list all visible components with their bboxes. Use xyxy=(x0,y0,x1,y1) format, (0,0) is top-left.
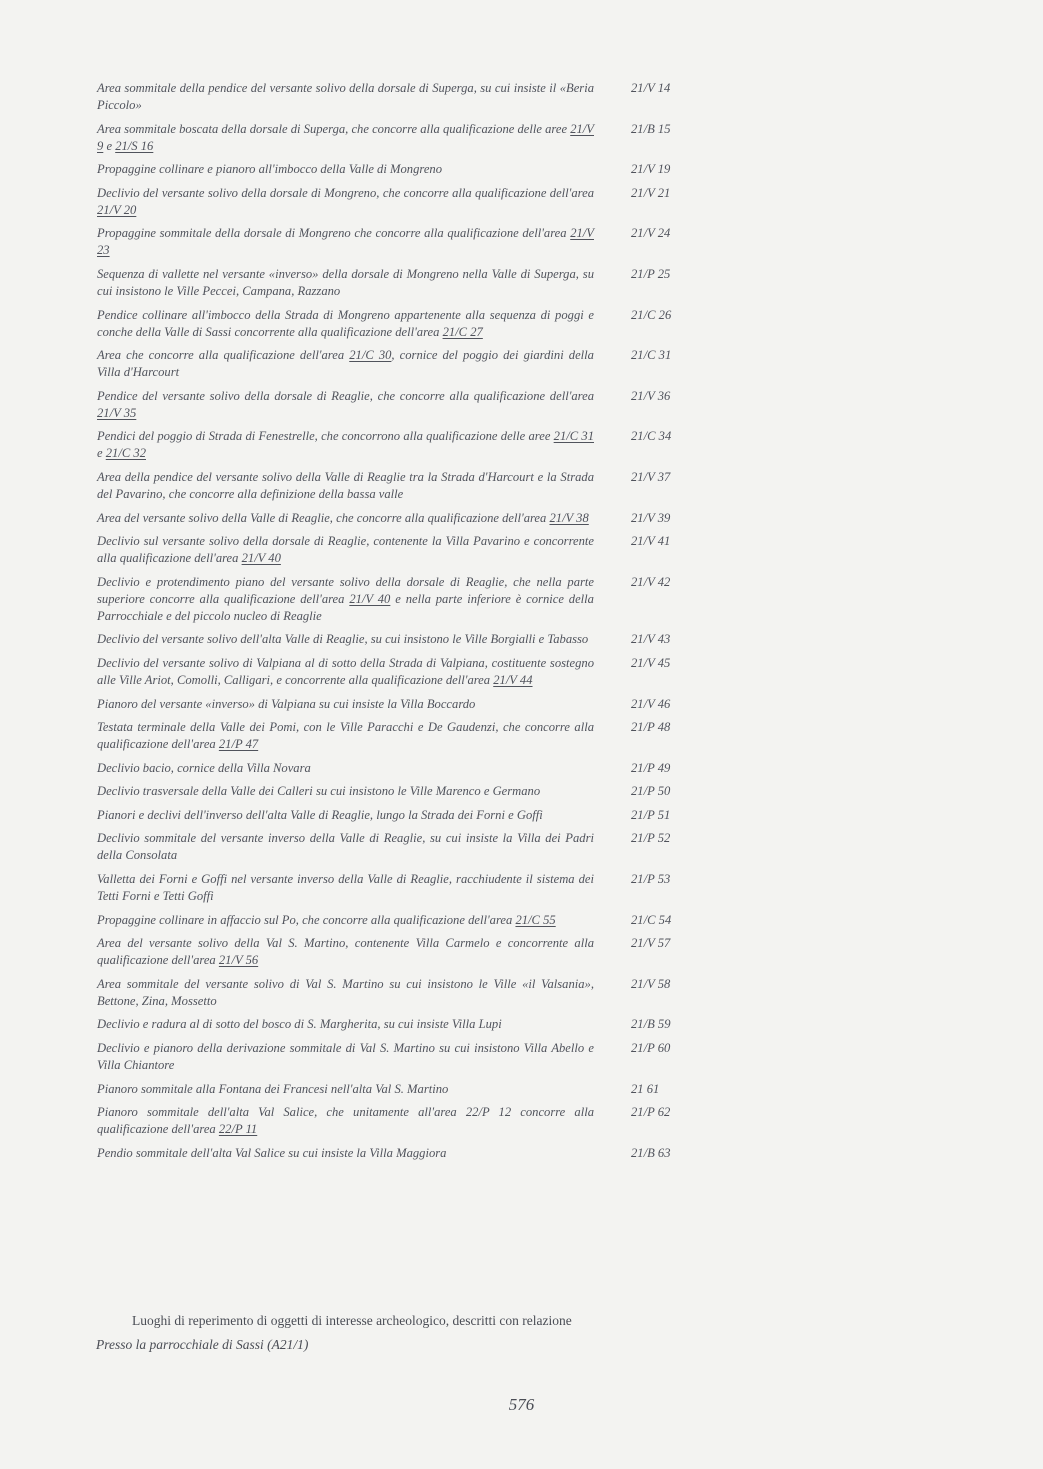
entry-row xyxy=(97,830,687,864)
entry-row xyxy=(97,388,687,422)
entry-row xyxy=(97,574,687,625)
entry-text: Declivio e radura al di sotto del bosco di S. Margherita, su cui insiste Villa Lupi xyxy=(97,1017,502,1032)
entry-text: Propaggine sommitale della dorsale di Mongreno che concorre alla qualificazione dell'area xyxy=(97,226,571,241)
entry-description xyxy=(97,719,594,753)
area-reference: 21/V 40 xyxy=(241,551,281,566)
area-code: 21/V 39 xyxy=(631,510,671,525)
entry-row xyxy=(97,1040,687,1074)
entry-text: Declivio sul versante solivo della dorsale di Reaglie, contenente la Villa Pavarino e concorrente alla qualificazione dell'area xyxy=(97,534,594,566)
area-reference: 21/V 35 xyxy=(97,405,137,420)
entry-row xyxy=(97,696,687,713)
entry-row xyxy=(97,347,687,381)
area-code: 21/V 43 xyxy=(631,632,671,647)
area-reference: 22/P 11 xyxy=(218,1122,258,1137)
entry-description xyxy=(97,807,594,824)
entry-text: Declivio del versante solivo di Valpiana al di sotto della Strada di Valpiana, costituente sostegno alle Ville Ariot, Comolli, Calligari, e concorrente alla qualificazione dell'area xyxy=(97,655,594,687)
entry-row xyxy=(97,1081,687,1098)
section-heading: Luoghi di reperimento di oggetti di interesse archeologico, descritti con relazione xyxy=(132,1313,572,1328)
area-reference: 21/S 16 xyxy=(115,138,154,153)
entry-text: Pianoro sommitale dell'alta Val Salice, che unitamente all'area 22/P 12 concorre alla qualificazione dell'area xyxy=(97,1105,594,1137)
area-reference: 21/V 40 xyxy=(349,591,391,606)
entry-description xyxy=(97,912,594,929)
area-reference: 21/V 56 xyxy=(218,953,259,968)
entry-text: Declivio e protendimento piano del versante solivo della dorsale di Reaglie, che nella parte superiore concorre alla qualificazione dell'area xyxy=(97,574,594,606)
entry-description xyxy=(97,1016,594,1033)
area-code: 21/V 37 xyxy=(631,469,671,484)
area-code: 21/V 45 xyxy=(631,655,671,670)
area-reference: 21/C 31 xyxy=(553,429,594,444)
area-code: 21/V 24 xyxy=(631,226,671,241)
entry-row xyxy=(97,1016,687,1033)
entry-row xyxy=(97,807,687,824)
area-code: 21/P 52 xyxy=(631,831,671,846)
area-code: 21/V 41 xyxy=(631,534,671,549)
area-reference: 21/C 27 xyxy=(442,324,483,339)
area-code: 21/P 53 xyxy=(631,872,671,887)
area-reference: 21/V 38 xyxy=(549,510,589,525)
area-reference: 21/P 47 xyxy=(218,737,259,752)
entry-row xyxy=(97,469,687,503)
entry-description xyxy=(97,783,594,800)
area-code: 21/P 60 xyxy=(631,1041,671,1056)
area-code: 21/B 15 xyxy=(631,121,671,136)
area-code: 21/C 31 xyxy=(631,348,672,363)
page-number: 576 xyxy=(508,1395,535,1414)
entry-row xyxy=(97,1104,687,1138)
entry-row xyxy=(97,225,687,259)
entry-row xyxy=(97,760,687,777)
entry-description xyxy=(97,161,594,178)
area-code: 21/B 59 xyxy=(631,1017,671,1032)
entry-text: Area della pendice del versante solivo della Valle di Reaglie tra la Strada d'Harcourt e la Strada del Pavarino, che concorre alla definizione della bassa valle xyxy=(97,469,594,501)
entry-description xyxy=(97,347,594,381)
entry-text: Valletta dei Forni e Goffi nel versante inverso della Valle di Reaglie, racchiudente il sistema dei Tetti Forni e Tetti Goffi xyxy=(97,872,594,904)
entry-description xyxy=(97,1145,594,1162)
entry-text: Declivio e pianoro della derivazione sommitale di Val S. Martino su cui insistono Villa Abello e Villa Chiantore xyxy=(97,1041,594,1073)
entry-description xyxy=(97,80,594,114)
area-reference: 21/V 44 xyxy=(493,672,533,687)
entry-text: Propaggine collinare in affaccio sul Po, che concorre alla qualificazione dell'area xyxy=(97,912,516,927)
area-code: 21/V 42 xyxy=(631,574,671,589)
entry-text: Sequenza di vallette nel versante «inverso» della dorsale di Mongreno nella Valle di Superga, su cui insistono le Ville Peccei, Campana, Razzano xyxy=(97,266,594,298)
entry-description xyxy=(97,574,594,625)
area-code: 21/V 36 xyxy=(631,388,671,403)
area-code: 21/P 62 xyxy=(631,1105,671,1120)
entry-description xyxy=(97,760,594,777)
entry-row xyxy=(97,80,687,114)
entry-text: Declivio trasversale della Valle dei Calleri su cui insistono le Ville Marenco e Germano xyxy=(97,784,541,799)
entry-text: Pendici del poggio di Strada di Fenestrelle, che concorrono alla qualificazione delle aree xyxy=(97,429,554,444)
entry-row xyxy=(97,161,687,178)
area-code: 21/V 14 xyxy=(631,81,671,95)
entry-text: Pianori e declivi dell'inverso dell'alta Valle di Reaglie, lungo la Strada dei Forni e Goffi xyxy=(97,807,543,822)
area-code: 21 61 xyxy=(631,1081,660,1096)
entry-text: Area del versante solivo della Val S. Martino, contenente Villa Carmelo e concorrente alla qualificazione dell'area xyxy=(97,936,594,968)
entry-text-continuation: , cornice del poggio dei giardini della Villa d'Harcourt xyxy=(97,348,594,380)
entry-description xyxy=(97,1040,594,1074)
entry-row xyxy=(97,185,687,219)
entry-description xyxy=(97,935,594,969)
entry-description xyxy=(97,388,594,422)
entry-text: Area sommitale del versante solivo di Val S. Martino su cui insistono le Ville «il Valsania», Bettone, Zina, Mossetto xyxy=(97,976,594,1008)
section-item: Presso la parrocchiale di Sassi (A21/1) xyxy=(96,1337,309,1352)
area-code: 21/C 34 xyxy=(631,429,672,444)
entry-row xyxy=(97,533,687,567)
area-code: 21/P 48 xyxy=(631,720,671,735)
area-reference: 21/C 30 xyxy=(349,348,392,363)
area-code: 21/V 46 xyxy=(631,696,671,711)
area-code: 21/P 51 xyxy=(631,807,671,822)
entry-row xyxy=(97,719,687,753)
entry-row xyxy=(97,976,687,1010)
entry-text: Area che concorre alla qualificazione dell'area xyxy=(97,348,350,363)
area-code: 21/C 54 xyxy=(631,912,672,927)
entry-row xyxy=(97,121,687,155)
entry-text: Declivio bacio, cornice della Villa Novara xyxy=(97,760,311,775)
entry-description: Area sommitale boscata della dorsale di Superga, che concorre alla qualificazione delle aree 21/V 9 e 21/S 16 xyxy=(97,121,594,153)
entry-description xyxy=(97,1104,594,1138)
entry-row xyxy=(97,266,687,300)
area-code: 21/P 49 xyxy=(631,760,671,775)
area-code: 21/V 58 xyxy=(631,976,671,991)
area-code: 21/C 26 xyxy=(631,307,672,322)
entry-row xyxy=(97,912,687,929)
area-code: 21/B 63 xyxy=(631,1145,671,1160)
entry-row xyxy=(97,510,687,527)
entry-text: Area del versante solivo della Valle di Reaglie, che concorre alla qualificazione dell'area xyxy=(97,510,550,525)
entry-row xyxy=(97,1145,687,1162)
area-reference: 21/C 32 xyxy=(105,446,146,461)
entry-text: Area sommitale boscata della dorsale di Superga, che concorre alla qualificazione delle aree xyxy=(97,121,571,136)
entry-row xyxy=(97,307,687,341)
entry-description xyxy=(97,307,594,341)
entry-list xyxy=(97,80,687,1168)
entry-text: Declivio del versante solivo dell'alta Valle di Reaglie, su cui insistono le Ville Borgialli e Tabasso xyxy=(97,632,589,647)
area-code: 21/V 57 xyxy=(631,936,671,951)
area-reference: 21/V 9 xyxy=(97,121,594,153)
entry-text: Declivio sommitale del versante inverso della Valle di Reaglie, su cui insiste la Villa dei Padri della Consolata xyxy=(97,831,594,863)
entry-row xyxy=(97,631,687,648)
area-reference: 21/C 55 xyxy=(515,912,556,927)
area-code: 21/V 21 xyxy=(631,185,671,200)
entry-row xyxy=(97,655,687,689)
entry-description xyxy=(97,225,594,259)
entry-description xyxy=(97,510,594,527)
entry-text: Testata terminale della Valle dei Pomi, con le Ville Paracchi e De Gaudenzi, che concorre alla qualificazione dell'area xyxy=(97,720,594,752)
entry-row xyxy=(97,935,687,969)
area-code: 21/P 50 xyxy=(631,784,671,799)
entry-text: Pianoro sommitale alla Fontana dei Francesi nell'alta Val S. Martino xyxy=(97,1081,449,1096)
entry-text: Pendice collinare all'imbocco della Strada di Mongreno appartenente alla sequenza di poggi e conche della Valle di Sassi concorrente alla qualificazione dell'area xyxy=(97,307,594,339)
entry-description xyxy=(97,469,594,503)
entry-row xyxy=(97,871,687,905)
entry-description: Pendici del poggio di Strada di Fenestrelle, che concorrono alla qualificazione delle aree 21/C 31 e 21/C 32 xyxy=(97,429,594,461)
entry-description xyxy=(97,1081,594,1098)
entry-description xyxy=(97,976,594,1010)
entry-description xyxy=(97,830,594,864)
entry-description xyxy=(97,266,594,300)
entry-description xyxy=(97,696,594,713)
entry-text: Pendice del versante solivo della dorsale di Reaglie, che concorre alla qualificazione dell'area xyxy=(97,388,594,403)
entry-text: Propaggine collinare e pianoro all'imbocco della Valle di Mongreno xyxy=(97,162,442,177)
entry-description xyxy=(97,655,594,689)
entry-text: Pendio sommitale dell'alta Val Salice su cui insiste la Villa Maggiora xyxy=(97,1145,447,1160)
entry-row xyxy=(97,428,687,462)
entry-text: Area sommitale della pendice del versante solivo della dorsale di Superga, su cui insiste il «Beria Piccolo» xyxy=(97,81,594,112)
area-reference: 21/V 23 xyxy=(97,226,594,258)
area-reference: 21/V 20 xyxy=(97,202,137,217)
entry-row xyxy=(97,783,687,800)
entry-text: Pianoro del versante «inverso» di Valpiana su cui insiste la Villa Boccardo xyxy=(97,696,476,711)
area-code: 21/P 25 xyxy=(631,266,671,281)
area-code: 21/V 19 xyxy=(631,162,671,177)
entry-text-continuation: e nella parte inferiore è cornice della Parrocchiale e del piccolo nucleo di Reaglie xyxy=(97,591,594,623)
entry-text: Declivio del versante solivo della dorsale di Mongreno, che concorre alla qualificazione dell'area xyxy=(97,185,594,200)
entry-description xyxy=(97,631,594,648)
entry-description xyxy=(97,871,594,905)
entry-description xyxy=(97,533,594,567)
entry-description xyxy=(97,185,594,219)
